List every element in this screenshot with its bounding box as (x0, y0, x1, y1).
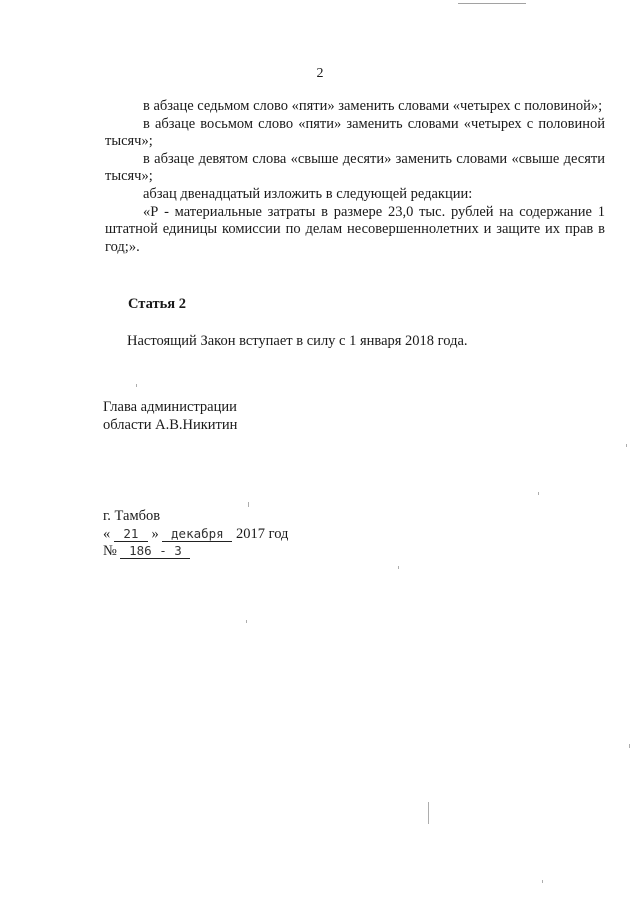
scan-speck (248, 502, 249, 507)
number-sign: № (103, 543, 117, 559)
scan-speck (428, 802, 429, 824)
close-quote: » (151, 525, 159, 542)
date-line (103, 526, 288, 544)
city: г. Тамбов (103, 508, 161, 524)
number-line (103, 543, 288, 561)
paragraph: в абзаце восьмом слово «пяти» заменить словами «четырех с половиной тысяч»; (105, 115, 605, 150)
signature-position: Глава администрации (103, 399, 237, 415)
scan-speck (538, 492, 539, 495)
scan-speck (246, 620, 247, 623)
signature-block (103, 399, 237, 434)
signature-name: области А.В.Никитин (103, 416, 238, 433)
scan-speck (398, 566, 399, 569)
paragraph: в абзаце седьмом слово «пяти» заменить словами «четырех с половиной»; (143, 98, 603, 114)
scan-speck (136, 384, 137, 387)
scan-speck (629, 744, 630, 748)
open-quote: « (103, 525, 111, 542)
page-number: 2 (316, 66, 324, 81)
law-number: 186 - 3 (120, 544, 190, 559)
paragraph: «Р - материальные затраты в размере 23,0 тыс. рублей на содержание 1 штатной единицы комиссии по делам несовершеннолетних и защите их прав в год;». (105, 203, 605, 255)
place-date-block (103, 508, 288, 561)
date-month: декабря (162, 527, 232, 542)
scan-speck (542, 880, 543, 883)
date-day: 21 (114, 527, 148, 542)
paragraph: в абзаце девятом слова «свыше десяти» заменить словами «свыше десяти тысяч»; (105, 150, 605, 185)
date-year: 2017 год (236, 525, 289, 542)
article-title: Статья 2 (128, 296, 186, 312)
scan-speck (626, 444, 627, 447)
article-text: Настоящий Закон вступает в силу с 1 января 2018 года. (127, 333, 468, 349)
paragraph: абзац двенадцатый изложить в следующей редакции: (143, 185, 473, 202)
amendments-text (105, 98, 605, 256)
scan-artifact (458, 3, 526, 6)
